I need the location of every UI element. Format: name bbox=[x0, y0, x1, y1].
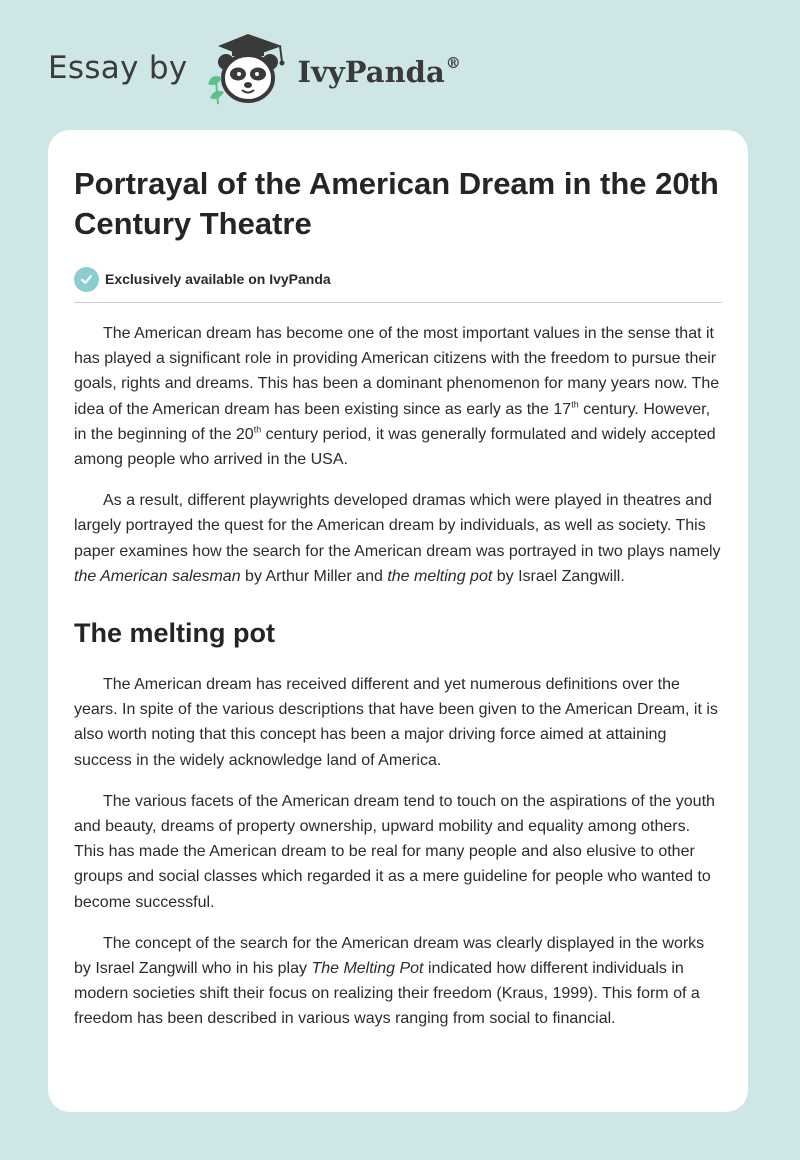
brand-name[interactable]: IvyPanda® bbox=[297, 53, 461, 89]
paragraph-5: The concept of the search for the American dream was clearly displayed in the works by Israel Zangwill who in his play The Melting Pot indicated how different individuals in modern societies shift their focus on realizing their freedom (Kraus, 1999). This form of a freedom has been described in various ways ranging from social to financial. bbox=[74, 934, 705, 1028]
exclusive-badge bbox=[74, 266, 722, 292]
check-circle-icon bbox=[74, 267, 99, 292]
paragraph-4: The various facets of the American dream tend to touch on the aspirations of the youth and beauty, dreams of property ownership, upward mobility and equality among others. This has made the American dream to be real for many people and also elusive to other groups and social classes which regarded it as a mere guideline for people who wanted to become successful. bbox=[74, 792, 715, 911]
registered-mark: ® bbox=[445, 53, 461, 72]
essay-card bbox=[48, 130, 748, 1112]
section-heading: The melting pot bbox=[74, 618, 275, 649]
paragraph-2: As a result, different playwrights developed dramas which were played in theatres and largely portrayed the quest for the American dream by individuals, as well as society. This paper examines how the search for the American dream was portrayed in two plays namely the American salesman by Arthur Miller and the melting pot by Israel Zangwill. bbox=[74, 492, 721, 585]
divider bbox=[74, 302, 722, 303]
exclusive-label: Exclusively available on IvyPanda bbox=[105, 271, 331, 287]
paragraph-1: The American dream has become one of the most important values in the sense that it has played a significant role in providing American citizens with the freedom to pursue their goals, rights and dreams. This has been a dominant phenomenon for many years now. The idea of the American dream has been existing since as early as the 17th century. However, in the beginning of the 20th century period, it was generally formulated and widely accepted among people who arrived in the USA. bbox=[74, 325, 720, 469]
paragraph-3: The American dream has received different and yet numerous definitions over the years. In spite of the various descriptions that have been given to the American Dream, it is also worth noting that this concept has been a major driving force aimed at attaining success in the widely acknowledge land of America. bbox=[74, 676, 718, 769]
site-header bbox=[48, 30, 461, 110]
essay-by-label: Essay by bbox=[48, 50, 188, 86]
panda-graduate-icon[interactable] bbox=[202, 32, 292, 108]
essay-title: Portrayal of the American Dream in the 20th Century Theatre bbox=[74, 166, 719, 241]
